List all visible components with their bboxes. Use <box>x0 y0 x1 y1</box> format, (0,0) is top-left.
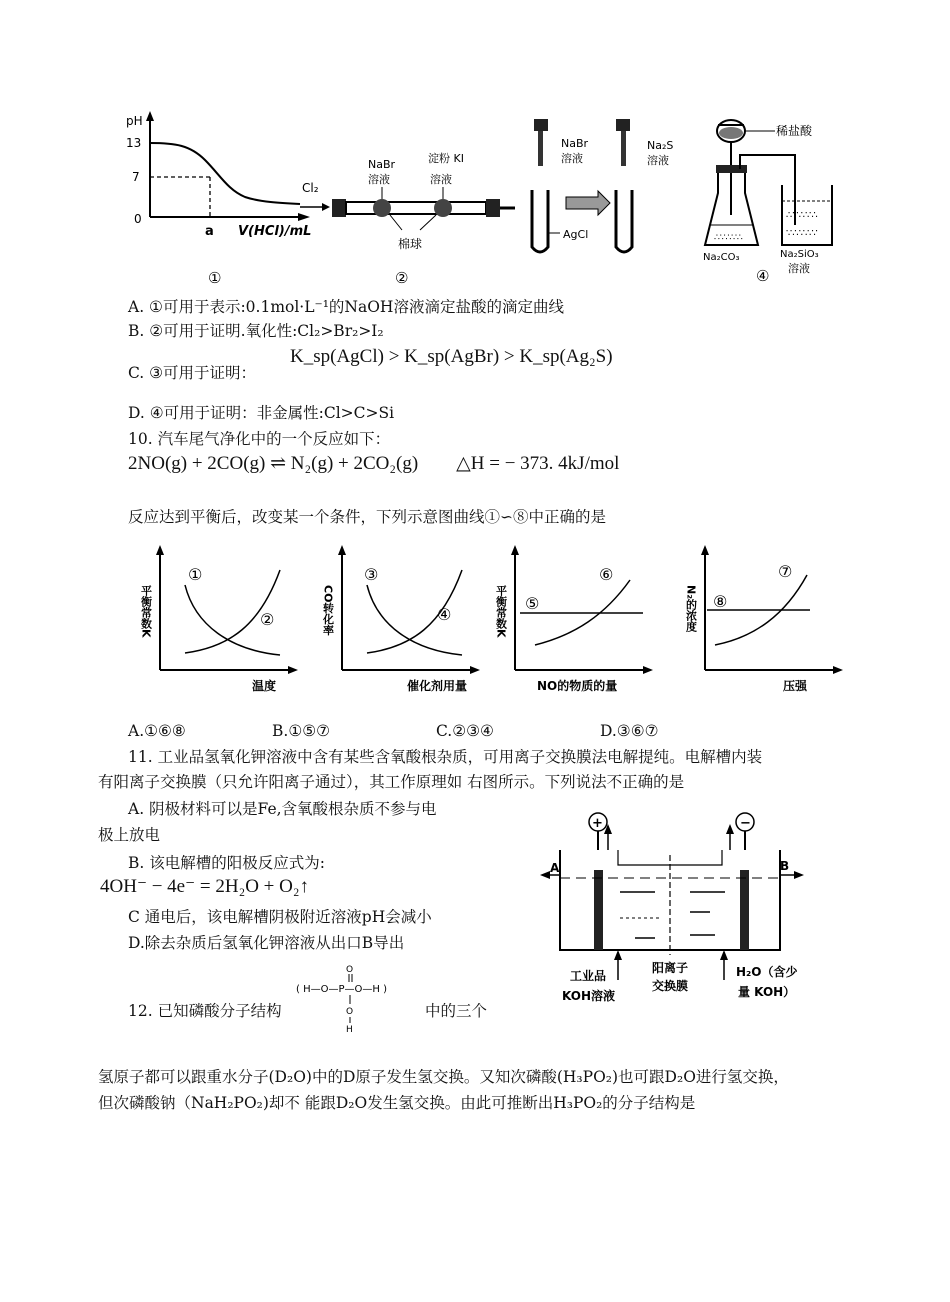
struct-bottom-o: O <box>346 1007 354 1017</box>
membrane-label-1: 阳离子 <box>652 961 689 975</box>
outlet-a-label: A <box>550 861 560 875</box>
q10-option-d: D.③⑥⑦ <box>600 722 659 740</box>
cathode-minus-icon: − <box>740 816 751 831</box>
fig1-tick-0: 0 <box>134 212 142 226</box>
q10-option-b: B.①⑤⑦ <box>272 722 331 740</box>
svg-text:∵∴∵∴∵: ∵∴∵∴∵ <box>786 228 818 239</box>
phosphoric-acid-structure <box>296 962 426 1034</box>
q9-option-c-expression: K_sp(AgCl) > K_sp(AgBr) > K_sp(Ag₂S) <box>290 346 613 367</box>
graph3-curve-5: ⑤ <box>525 594 540 613</box>
q9-option-c: C. ③可用于证明： <box>128 364 257 382</box>
fig4-number: ④ <box>756 267 770 285</box>
q12-stem-part1: 12. 已知磷酸分子结构 <box>128 1002 282 1020</box>
q11-option-d: D.除去杂质后氢氧化钾溶液从出口B导出 <box>128 934 405 952</box>
fig2-nabr-solution: 溶液 <box>368 173 390 186</box>
q10-stem: 10. 汽车尾气净化中的一个反应如下： <box>128 430 391 448</box>
fig1-tick-7: 7 <box>132 170 140 184</box>
q12-line2: 氢原子都可以跟重水分子(D₂O)中的D原子发生氢交换。又知次磷酸(H₃PO₂)也可跟D₂O进行氢交换， <box>98 1068 789 1086</box>
graph1-xlabel: 温度 <box>252 679 277 693</box>
fig1-ylabel: pH <box>126 114 143 128</box>
fig2-ki-label: 淀粉 KI <box>428 152 464 165</box>
struct-bottom-h: H <box>346 1025 353 1034</box>
fig3-nabr-label: NaBr <box>561 137 589 150</box>
graph2-xlabel: 催化剂用量 <box>407 679 468 693</box>
q9-option-d: D. ④可用于证明：非金属性:Cl>C>Si <box>128 404 395 422</box>
q11-stem-line2: 有阳离子交换膜（只允许阳离子通过），其工作原理如 右图所示。下列说法不正确的是 <box>98 773 685 791</box>
q10-graph-3 <box>495 545 654 693</box>
svg-text:∴∵∴∵∴: ∴∵∴∵∴ <box>786 210 818 221</box>
q12-stem-part2: 中的三个 <box>425 1002 488 1020</box>
right-inlet-label-2: 量 KOH） <box>738 985 796 999</box>
fig4-na2sio3-label: Na₂SiO₃ <box>780 249 819 260</box>
struct-main-chain: ( H—O—P—O—H ) <box>296 984 387 995</box>
fig1-tick-13: 13 <box>126 136 142 150</box>
q11-option-c: C 通电后，该电解槽阴极附近溶液pH会减小 <box>128 908 432 926</box>
fig4-flask-apparatus <box>703 120 832 285</box>
q10-graph-1 <box>140 545 298 693</box>
q9-option-b: B. ②可用于证明.氧化性:Cl₂>Br₂>I₂ <box>128 322 384 340</box>
q10-instruction: 反应达到平衡后，改变某一个条件，下列示意图曲线①∽⑧中正确的是 <box>128 508 606 526</box>
fig2-cotton-label: 棉球 <box>398 237 423 251</box>
graph3-xlabel: NO的物质的量 <box>537 679 618 693</box>
fig3-test-tubes <box>532 119 673 252</box>
graph4-ylabel: N₂的浓度 <box>684 585 698 633</box>
outlet-b-label: B <box>780 859 790 873</box>
fig3-nabr-solution: 溶液 <box>561 152 583 165</box>
q10-option-c: C.②③④ <box>436 722 494 740</box>
graph2-curve-4: ④ <box>437 605 452 624</box>
q11-option-a-line2: 极上放电 <box>98 826 161 844</box>
q10-option-a: A.①⑥⑧ <box>128 722 186 740</box>
q11-electrolysis-cell <box>540 810 810 1010</box>
struct-top-o: O <box>346 965 354 975</box>
fig3-na2s-label: Na₂S <box>647 139 674 152</box>
q12-line3: 但次磷酸钠（NaH₂PO₂)却不 能跟D₂O发生氢交换。由此可推断出H₃PO₂的分子结构是 <box>98 1094 696 1112</box>
fig1-titration-curve <box>126 111 311 287</box>
fig4-acid-label: 稀盐酸 <box>776 124 813 138</box>
svg-text:∴∵∴∵∴: ∴∵∴∵∴ <box>714 233 743 243</box>
q10-graph-4 <box>685 545 844 693</box>
graph1-curve-2: ② <box>260 610 275 629</box>
fig1-number: ① <box>208 269 222 287</box>
graph1-curve-1: ① <box>188 565 203 584</box>
q11-option-a-line1: A. 阴极材料可以是Fe,含氧酸根杂质不参与电 <box>128 800 437 818</box>
q10-equation: 2NO(g) + 2CO(g) ⇌ N₂(g) + 2CO₂(g) △H = − 373. 4kJ/mol <box>128 453 620 474</box>
q9-figures <box>120 105 840 290</box>
fig2-ki-solution: 溶液 <box>430 173 452 186</box>
graph4-curve-8: ⑧ <box>713 592 728 611</box>
fig2-glass-tube <box>300 151 515 287</box>
anode-plus-icon: + <box>592 816 603 831</box>
graph4-curve-7: ⑦ <box>778 562 793 581</box>
left-inlet-label-1: 工业品 <box>570 969 607 983</box>
fig2-nabr-label: NaBr <box>368 158 396 171</box>
q9-option-a: A. ①可用于表示:0.1mol·L⁻¹的NaOH溶液滴定盐酸的滴定曲线 <box>128 298 564 316</box>
q11-stem-line1: 11. 工业品氢氧化钾溶液中含有某些含氧酸根杂质，可用离子交换膜法电解提纯。电解槽内装 <box>128 748 763 766</box>
graph1-ylabel: 平衡常数K <box>140 585 153 638</box>
fig4-na2co3-label: Na₂CO₃ <box>703 252 740 263</box>
fig1-xlabel: V(HCl)/mL <box>238 224 312 239</box>
graph3-ylabel: 平衡常数K <box>494 585 508 638</box>
graph3-curve-6: ⑥ <box>599 565 614 584</box>
fig2-cl2-label: Cl₂ <box>302 181 319 195</box>
fig4-na2sio3-solution: 溶液 <box>788 262 810 275</box>
left-inlet-label-2: KOH溶液 <box>562 989 616 1003</box>
graph2-curve-3: ③ <box>364 565 379 584</box>
membrane-label-2: 交换膜 <box>652 979 689 993</box>
q10-graphs <box>140 545 850 695</box>
fig3-agcl-label: AgCl <box>563 228 589 241</box>
right-inlet-label-1: H₂O（含少 <box>736 965 798 979</box>
q11-option-b-equation: 4OH⁻ − 4e⁻ = 2H₂O + O₂↑ <box>100 876 309 897</box>
fig2-number: ② <box>395 269 409 287</box>
q11-option-b: B. 该电解槽的阳极反应式为: <box>128 854 325 872</box>
graph4-xlabel: 压强 <box>783 679 808 693</box>
graph2-ylabel: CO转化率 <box>321 585 335 636</box>
q10-graph-2 <box>322 545 481 693</box>
fig1-point-a: a <box>205 224 214 239</box>
fig3-na2s-solution: 溶液 <box>647 154 669 167</box>
